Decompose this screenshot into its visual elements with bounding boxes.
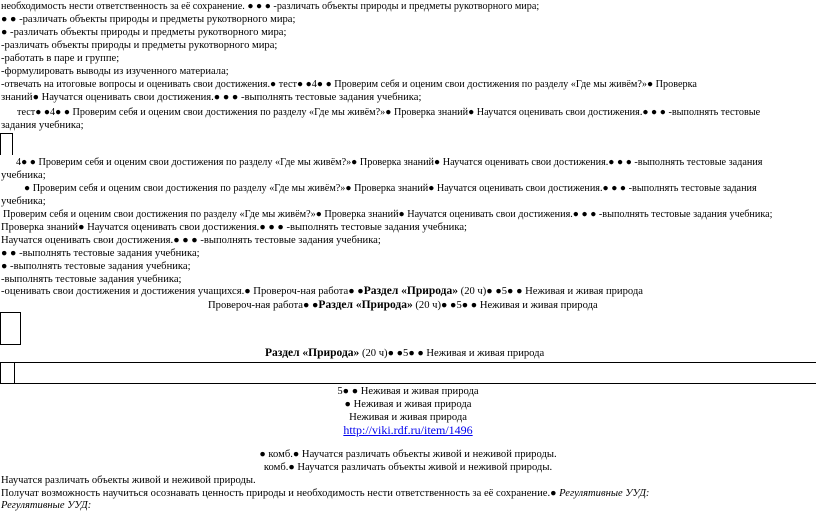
table-border (0, 362, 816, 363)
tail-line-3: Регулятивные УУД: (1, 500, 92, 511)
text-line-2: ● ● -различать объекты природы и предметы рукотворного мира; (1, 14, 296, 25)
text-line-9: тест● ●4● ● Проверим себя и оценим свои достижения по разделу «Где мы живём?»● Проверка знаний● Научатся оценивать свои достижения.● ● ● -выполнять тестовые (17, 107, 761, 118)
table-border (0, 312, 21, 313)
text-line-6: -формулировать выводы из изученного материала; (1, 66, 229, 77)
text-line-15: Проверим себя и оценим свои достижения по разделу «Где мы живём?»● Проверка знаний● Научатся оценивать свои достижения.● ● ● -выполнять тестовые задания учебника; (3, 209, 773, 220)
text-line-10: задания учебника; (1, 120, 84, 131)
table-border (12, 133, 13, 155)
section-row-a (1, 285, 643, 298)
center-line-1: 5● ● Неживая и живая природа (337, 386, 479, 397)
text-line-18: ● ● -выполнять тестовые задания учебника; (1, 248, 200, 259)
center-line-2: ● Неживая и живая природа (344, 399, 472, 410)
center-line-3: Неживая и живая природа (349, 412, 467, 423)
row-a-tail: (20 ч)● ●5● ● Неживая и живая природа (458, 286, 643, 297)
table-border (14, 362, 15, 384)
text-line-13: ● Проверим себя и оценим свои достижения по разделу «Где мы живём?»● Проверка знаний● Научатся оценивать свои достижения.● ● ● -выполнять тестовые задания (24, 183, 757, 194)
row-b-tail: (20 ч)● ●5● ● Неживая и живая природа (412, 300, 598, 311)
text-line-7: -отвечать на итоговые вопросы и оценивать свои достижения.● тест● ●4● ● Проверим себя и оценим свои достижения по разделу «Где мы живём?»● Проверка (1, 79, 697, 90)
table-border (0, 312, 1, 345)
text-line-19: ● -выполнять тестовые задания учебника; (1, 261, 191, 272)
section-row-c (265, 347, 544, 360)
table-border (20, 312, 21, 345)
text-line-1: необходимость нести ответственность за её сохранение. ● ● ● -различать объекты природы и предметы рукотворного мира; (1, 1, 540, 12)
section-heading: Раздел «Природа» (363, 285, 459, 297)
komb-line-1: ● комб.● Научатся различать объекты живой и неживой природы. (259, 449, 557, 460)
text-line-16: Проверка знаний● Научатся оценивать свои достижения.● ● ● -выполнять тестовые задания учебника; (1, 222, 467, 233)
row-a-text: -оценивать свои достижения и достижения учащихся.● Провероч-ная работа● ● (1, 286, 364, 297)
text-line-8: знаний● Научатся оценивать свои достижения.● ● ● -выполнять тестовые задания учебника; (1, 92, 422, 103)
section-heading: Раздел «Природа» (265, 347, 360, 359)
row-c-tail: (20 ч)● ●5● ● Неживая и живая природа (359, 348, 545, 359)
section-row-b (208, 299, 598, 312)
komb-line-2: комб.● Научатся различать объекты живой и неживой природы. (263, 462, 553, 473)
text-line-12: учебника; (1, 170, 46, 181)
text-line-20: -выполнять тестовые задания учебника; (1, 274, 182, 285)
text-line-5: -работать в паре и группе; (1, 53, 120, 64)
text-line-14: учебника; (1, 196, 46, 207)
table-border (0, 362, 1, 384)
text-line-11: 4● ● Проверим себя и оценим свои достижения по разделу «Где мы живём?»● Проверка знаний● Научатся оценивать свои достижения.● ● ● -выполнять тестовые задания (16, 157, 763, 168)
table-border (0, 133, 1, 155)
resource-link[interactable]: http://viki.rdf.ru/item/1496 (343, 423, 473, 437)
table-border (0, 344, 21, 345)
tail-line-1: Научатся различать объекты живой и неживой природы. (1, 475, 256, 486)
tail-line-2-text: Получат возможность научиться осознавать ценность природы и необходимость нести ответственность за её сохранение.● (1, 488, 557, 499)
table-border (0, 383, 816, 384)
regulatory-label: Регулятивные УУД: (556, 488, 650, 499)
resource-link-wrap (0, 424, 816, 437)
table-border (0, 133, 12, 134)
text-line-17: Научатся оценивать свои достижения.● ● ● -выполнять тестовые задания учебника; (1, 235, 381, 246)
row-b-text: Провероч-ная работа● ● (208, 300, 319, 311)
tail-line-2 (1, 487, 649, 500)
section-heading: Раздел «Природа» (318, 299, 413, 311)
text-line-3: ● -различать объекты природы и предметы рукотворного мира; (1, 27, 287, 38)
text-line-4: -различать объекты природы и предметы рукотворного мира; (1, 40, 278, 51)
